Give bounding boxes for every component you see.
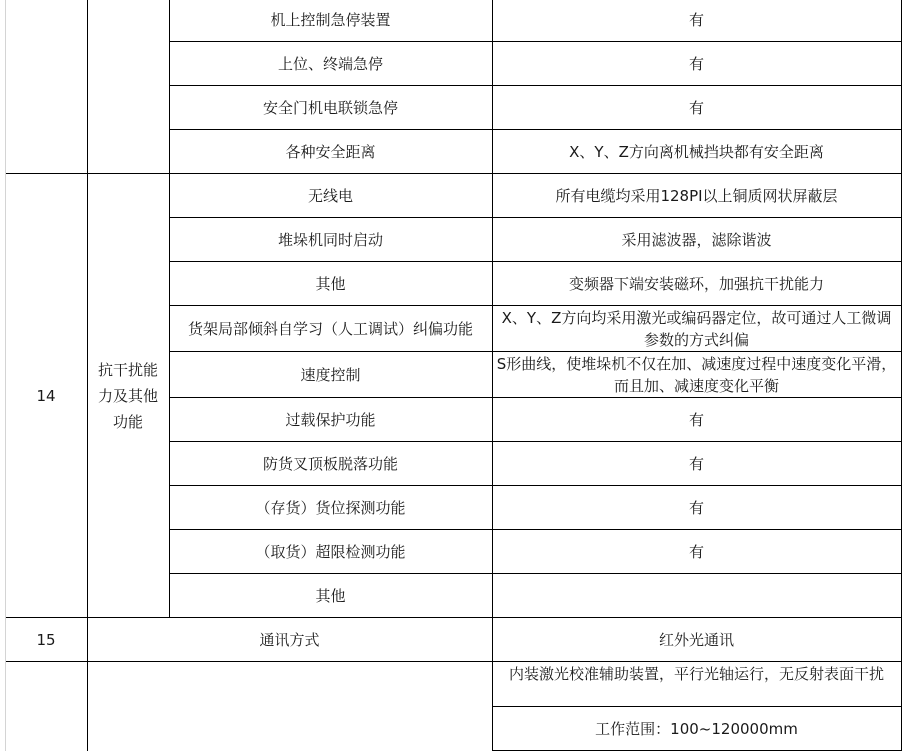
value-cell[interactable]: 有 xyxy=(492,442,901,486)
item-cell[interactable]: 防货叉顶板脱落功能 xyxy=(169,442,492,486)
value-cell[interactable]: 有 xyxy=(492,42,901,86)
value-cell[interactable]: 工作范围：100~120000mm xyxy=(492,707,901,751)
value-cell[interactable]: 有 xyxy=(492,398,901,442)
item-cell[interactable]: 速度控制 xyxy=(169,352,492,398)
value-cell[interactable]: 所有电缆均采用128PI以上铜质网状屏蔽层 xyxy=(492,174,901,218)
item-cell[interactable]: （取货）超限检测功能 xyxy=(169,530,492,574)
value-cell[interactable]: 有 xyxy=(492,86,901,130)
value-cell[interactable]: S形曲线，使堆垛机不仅在加、减速度过程中速度变化平滑，而且加、减速度变化平衡 xyxy=(492,352,901,398)
item-cell[interactable]: 上位、终端急停 xyxy=(169,42,492,86)
category-cell xyxy=(87,0,169,174)
table-row xyxy=(0,662,902,707)
item-cell[interactable]: （存货）货位探测功能 xyxy=(169,486,492,530)
value-cell[interactable]: X、Y、Z方向离机械挡块都有安全距离 xyxy=(492,130,901,174)
value-cell[interactable]: 红外光通讯 xyxy=(492,618,901,662)
item-cell[interactable]: 货架局部倾斜自学习（人工调试）纠偏功能 xyxy=(169,306,492,352)
item-cell xyxy=(87,662,492,751)
table-row xyxy=(0,618,902,662)
value-cell[interactable]: 采用滤波器，滤除谐波 xyxy=(492,218,901,262)
number-cell[interactable]: 15 xyxy=(5,618,87,662)
table-row xyxy=(0,174,902,218)
category-cell[interactable]: 抗干扰能力及其他功能 xyxy=(87,174,169,618)
item-cell[interactable]: 安全门机电联锁急停 xyxy=(169,86,492,130)
item-cell[interactable]: 其他 xyxy=(169,262,492,306)
value-cell[interactable]: 有 xyxy=(492,530,901,574)
item-cell[interactable]: 通讯方式 xyxy=(87,618,492,662)
item-cell[interactable]: 各种安全距离 xyxy=(169,130,492,174)
item-cell[interactable]: 机上控制急停装置 xyxy=(169,0,492,42)
table-row xyxy=(0,0,902,42)
number-cell xyxy=(5,662,87,751)
number-cell[interactable]: 14 xyxy=(5,174,87,618)
value-cell[interactable]: 变频器下端安装磁环，加强抗干扰能力 xyxy=(492,262,901,306)
item-cell[interactable]: 其他 xyxy=(169,574,492,618)
value-cell[interactable]: X、Y、Z方向均采用激光或编码器定位，故可通过人工微调参数的方式纠偏 xyxy=(492,306,901,352)
value-cell[interactable] xyxy=(492,574,901,618)
value-cell[interactable]: 有 xyxy=(492,486,901,530)
value-cell[interactable]: 内装激光校准辅助装置，平行光轴运行，无反射表面干扰 xyxy=(492,662,901,707)
number-cell xyxy=(5,0,87,174)
value-cell[interactable]: 有 xyxy=(492,0,901,42)
item-cell[interactable]: 堆垛机同时启动 xyxy=(169,218,492,262)
item-cell[interactable]: 过载保护功能 xyxy=(169,398,492,442)
item-cell[interactable]: 无线电 xyxy=(169,174,492,218)
